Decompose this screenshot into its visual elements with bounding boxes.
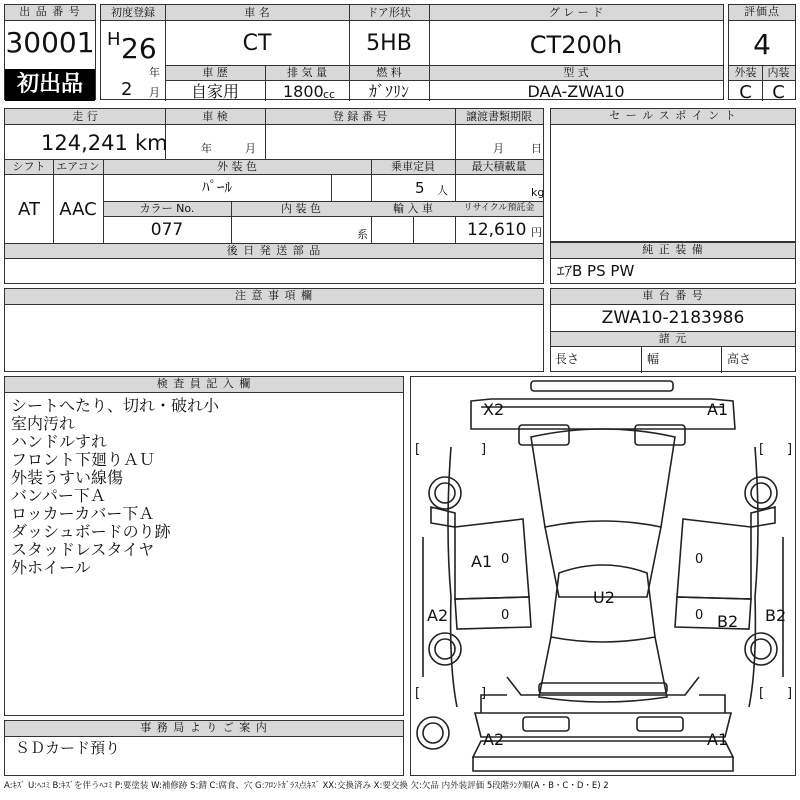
inspector-note: ロッカーカバー下Ａ: [11, 504, 155, 523]
equipment-label: 純 正 装 備: [551, 243, 795, 259]
mark-right-rear-door: B2: [717, 612, 739, 631]
recycle-unit: 円: [531, 226, 542, 239]
mileage: 124,241: [41, 131, 128, 155]
recycle-fee: 12,610: [467, 220, 527, 240]
car-diagram-box: [410, 376, 796, 776]
bracket-open-right-top: [: [759, 442, 765, 457]
inspector-note: ハンドルすれ: [11, 432, 108, 451]
legend: A:ｷｽﾞ U:ﾍｺﾐ B:ｷｽﾞを伴うﾍｺﾐ P:要塗装 W:補修跡 S:錆 C:腐食、穴 G:ﾌﾛﾝﾄｶﾞﾗｽ点ｷｽﾞ XX:交換済み X:要交換 欠:欠品 内外装評価 5段階ﾗﾝｸ順(A・B・C・D・E) 2: [4, 781, 609, 791]
bracket-open-left-bottom: [: [415, 686, 421, 701]
color-no: 077: [150, 220, 184, 240]
mark-left-rear: A2: [427, 606, 449, 625]
model-code: DAA-ZWA10: [527, 82, 625, 101]
equipment-box: [550, 242, 796, 284]
overall-score: 4: [753, 28, 771, 61]
sales-points-box: [550, 108, 796, 242]
mark-rear-right: A1: [707, 730, 729, 749]
shift-label: シフト: [12, 160, 46, 173]
inspector-notes-list: [11, 397, 401, 577]
transfer-month-unit: 月: [493, 142, 504, 155]
sales-points-label: セ ー ル ス ポ イ ン ト: [551, 109, 795, 125]
height-label: 高さ: [727, 352, 752, 366]
recycle-label: リサイクル預託金: [463, 203, 535, 213]
score-box: [728, 4, 796, 103]
later-parts-label: 後 日 発 送 部 品: [5, 243, 543, 259]
exterior-color-label: 外 装 色: [217, 160, 257, 173]
car-name-label: 車 名: [244, 6, 270, 19]
inspector-box: [4, 376, 404, 716]
office-label: 事 務 局 よ り ご 案 内: [5, 721, 403, 737]
exterior-score: C: [739, 82, 752, 103]
bracket-open-right-bottom: [: [759, 686, 765, 701]
month-unit: 月: [149, 86, 160, 99]
equipment-value: ｴｱB PS PW: [557, 262, 635, 280]
first-listing-badge: 初出品: [5, 69, 95, 101]
interior-color-label: 内 装 色: [281, 202, 321, 215]
first-reg-label: 初度登録: [111, 6, 155, 19]
mark-front-right: A1: [707, 400, 729, 419]
capacity-unit: 人: [437, 184, 448, 197]
lot-number-box: [4, 4, 96, 100]
displacement-unit: cc: [323, 88, 336, 101]
inspector-note: スタッドレスタイヤ: [11, 540, 155, 559]
door-type: 5HB: [366, 31, 412, 56]
transfer-label: 譲渡書類期限: [466, 110, 532, 123]
reg-month: 2: [121, 79, 133, 100]
grade-label: グ レ ー ド: [548, 6, 604, 19]
door-label: ドア形状: [367, 6, 411, 19]
lot-number-label: 出 品 番 号: [5, 5, 95, 21]
bracket-open-left-top: [: [415, 442, 421, 457]
lot-number: 30001: [5, 26, 95, 59]
length-label: 長さ: [555, 352, 580, 366]
chassis-label: 車 台 番 号: [551, 289, 795, 305]
fuel: ｶﾞｿﾘﾝ: [368, 82, 409, 101]
shift: AT: [18, 199, 40, 220]
chassis-number: ZWA10-2183986: [601, 308, 745, 328]
dims-label: 諸 元: [551, 331, 795, 347]
interior-score: C: [772, 82, 785, 103]
bracket-close-left-bottom: ]: [481, 686, 487, 701]
color-no-label: カラー No.: [139, 202, 195, 215]
displacement-label: 排 気 量: [287, 66, 327, 79]
chassis-box: [550, 288, 796, 372]
bracket-close-right-top: ]: [787, 442, 793, 457]
zero-mark: 0: [501, 608, 510, 623]
inspector-label: 検 査 員 記 入 欄: [5, 377, 403, 393]
mark-right-rear: B2: [765, 606, 787, 625]
fuel-label: 燃 料: [376, 66, 402, 79]
year-unit: 年: [149, 66, 160, 79]
width-label: 幅: [647, 352, 660, 366]
header-grid: [100, 4, 724, 100]
model-code-label: 型 式: [563, 66, 589, 79]
aircon-label: エアコン: [56, 160, 100, 173]
capacity-label: 乗車定員: [391, 160, 435, 173]
mark-left-side: A1: [471, 552, 493, 571]
max-load-label: 最大積載量: [471, 160, 527, 173]
mark-roof: U2: [593, 588, 615, 607]
exterior-color: ﾊﾟｰﾙ: [201, 178, 232, 196]
interior-color-unit: 系: [357, 228, 368, 241]
transfer-day-unit: 日: [531, 142, 542, 155]
max-load-unit: kg: [531, 186, 545, 199]
bracket-close-left-top: ]: [481, 442, 487, 457]
import-label: 輸 入 車: [393, 202, 433, 215]
grade: CT200h: [529, 31, 623, 59]
office-box: [4, 720, 404, 776]
notes-label: 注 意 事 項 欄: [5, 289, 543, 305]
exterior-score-label: 外装: [734, 66, 757, 79]
inspector-note: ダッシュボードのり跡: [11, 522, 171, 541]
zero-mark: 0: [695, 552, 704, 567]
score-label: 評価点: [729, 5, 795, 21]
era: H: [107, 29, 121, 50]
registration-label: 登 録 番 号: [332, 110, 388, 123]
inspection-label: 車 検: [202, 110, 228, 123]
inspector-note: バンパー下Ａ: [11, 486, 106, 505]
aircon: AAC: [59, 199, 97, 220]
mark-front-left: X2: [483, 400, 505, 419]
zero-mark: 0: [695, 608, 704, 623]
mileage-unit: km: [135, 131, 168, 155]
details-grid: [4, 108, 544, 284]
inspector-note: フロント下廻りＡＵ: [11, 450, 156, 469]
inspection-month-unit: 月: [245, 142, 256, 155]
office-note: ＳＤカード預り: [15, 739, 121, 757]
inspection-year-unit: 年: [201, 142, 212, 155]
car-name: CT: [242, 31, 272, 56]
mark-rear-left: A2: [483, 730, 505, 749]
car-diagram: [411, 377, 795, 775]
mileage-label: 走 行: [72, 110, 98, 123]
displacement: 1800: [283, 82, 324, 101]
inspector-note: 外装うすい線傷: [11, 468, 124, 487]
capacity: 5: [415, 179, 425, 197]
zero-mark: 0: [501, 552, 510, 567]
inspector-note: 外ホイール: [11, 558, 91, 577]
history: 自家用: [190, 82, 239, 101]
inspector-note: シートへたり、切れ・破れ小: [11, 396, 220, 415]
inspector-note: 室内汚れ: [11, 414, 76, 433]
interior-score-label: 内装: [767, 66, 790, 79]
reg-year: 26: [121, 32, 157, 65]
notes-box: [4, 288, 544, 372]
history-label: 車 歴: [202, 66, 228, 79]
bracket-close-right-bottom: ]: [787, 686, 793, 701]
